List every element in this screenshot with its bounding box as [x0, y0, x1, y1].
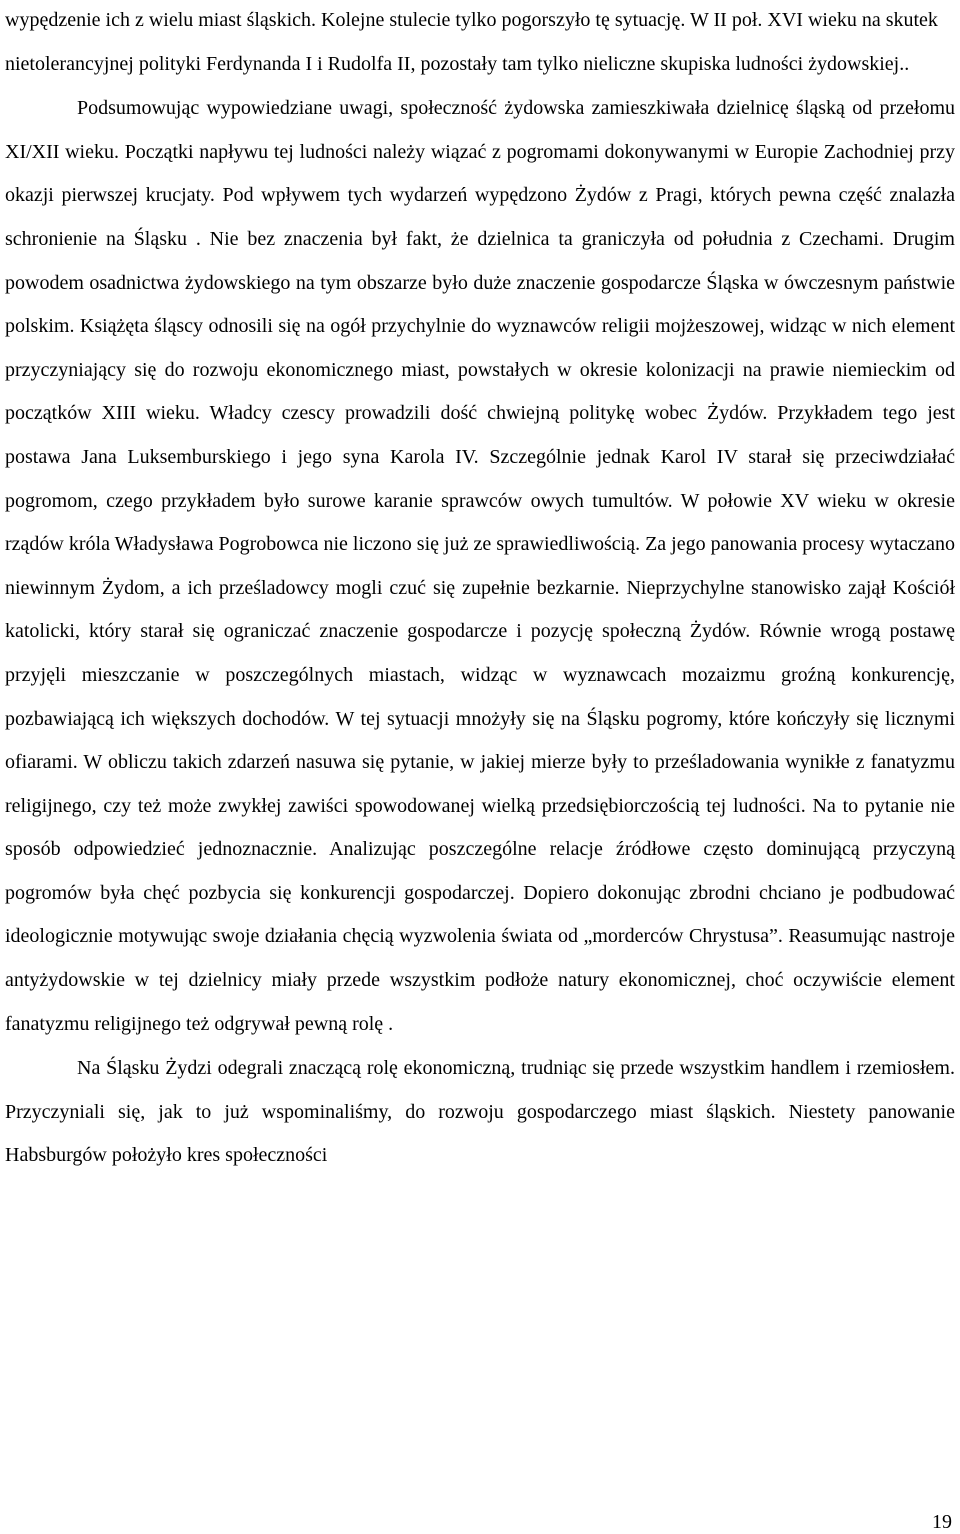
- page-number: 19: [932, 1511, 952, 1533]
- paragraph-economic-role: Na Śląsku Żydzi odegrali znaczącą rolę ekonomiczną, trudniąc się przede wszystkim handlem i rzemiosłem. Przyczyniali się, jak to już wspominaliśmy, do rozwoju gospodarczego miast śląskich. Niestety panowanie Habsburgów położyło kres społeczności: [5, 1057, 955, 1167]
- paragraph-continuation: wypędzenie ich z wielu miast śląskich. Kolejne stulecie tylko pogorszyło tę sytuację. W II poł. XVI wieku na skutek nietolerancyjnej polityki Ferdynanda I i Rudolfa II, pozostały tam tylko nieliczne skupiska ludności żydowskiej..: [5, 9, 938, 75]
- document-page: [5, 0, 955, 1178]
- paragraph-summary: Podsumowując wypowiedziane uwagi, społeczność żydowska zamieszkiwała dzielnicę śląską od przełomu XI/XII wieku. Początki napływu tej ludności należy wiązać z pogromami dokonywanymi w Europie Zachodniej przy okazji pierwszej krucjaty. Pod wpływem tych wydarzeń wypędzono Żydów z Pragi, których pewna część znalazła schronienie na Śląsku . Nie bez znaczenia był fakt, że dzielnica ta graniczyła od południa z Czechami. Drugim powodem osadnictwa żydowskiego na tym obszarze było duże znaczenie gospodarcze Śląska w ówczesnym państwie polskim. Książęta śląscy odnosili się na ogół przychylnie do wyznawców religii mojżeszowej, widząc w nich element przyczyniający się do rozwoju ekonomicznego miast, powstałych w okresie kolonizacji na prawie niemieckim od początków XIII wieku. Władcy czescy prowadzili dość chwiejną politykę wobec Żydów. Przykładem tego jest postawa Jana Luksemburskiego i jego syna Karola IV. Szczególnie jednak Karol IV starał się przeciwdziałać pogromom, czego przykładem było surowe karanie sprawców owych tumultów. W połowie XV wieku w okresie rządów króla Władysława Pogrobowca nie liczono się już ze sprawiedliwością. Za jego panowania procesy wytaczano niewinnym Żydom, a ich prześladowcy mogli czuć się zupełnie bezkarnie. Nieprzychylne stanowisko zajął Kościół katolicki, który starał się ograniczać znaczenie gospodarcze i pozycję społeczną Żydów. Równie wrogą postawę przyjęli mieszczanie w poszczególnych miastach, widząc w wyznawcach mozaizmu groźną konkurencję, pozbawiającą ich większych dochodów. W tej sytuacji mnożyły się na Śląsku pogromy, które kończyły się licznymi ofiarami. W obliczu takich zdarzeń nasuwa się pytanie, w jakiej mierze były to prześladowania wynikłe z fanatyzmu religijnego, czy też może zwykłej zawiści spowodowanej wielką przedsiębiorczością tej ludności. Na to pytanie nie sposób odpowiedzieć jednoznacznie. Analizując poszczególne relacje źródłowe często dominującą przyczyną pogromów była chęć pozbycia się konkurencji gospodarczej. Dopiero dokonując zbrodni chciano je podbudować ideologicznie motywując swoje działania chęcią wyzwolenia świata od „morderców Chrystusa”. Reasumując nastroje antyżydowskie w tej dzielnicy miały przede wszystkim podłoże natury ekonomicznej, choć oczywiście element fanatyzmu religijnego też odgrywał pewną rolę .: [5, 97, 955, 1035]
